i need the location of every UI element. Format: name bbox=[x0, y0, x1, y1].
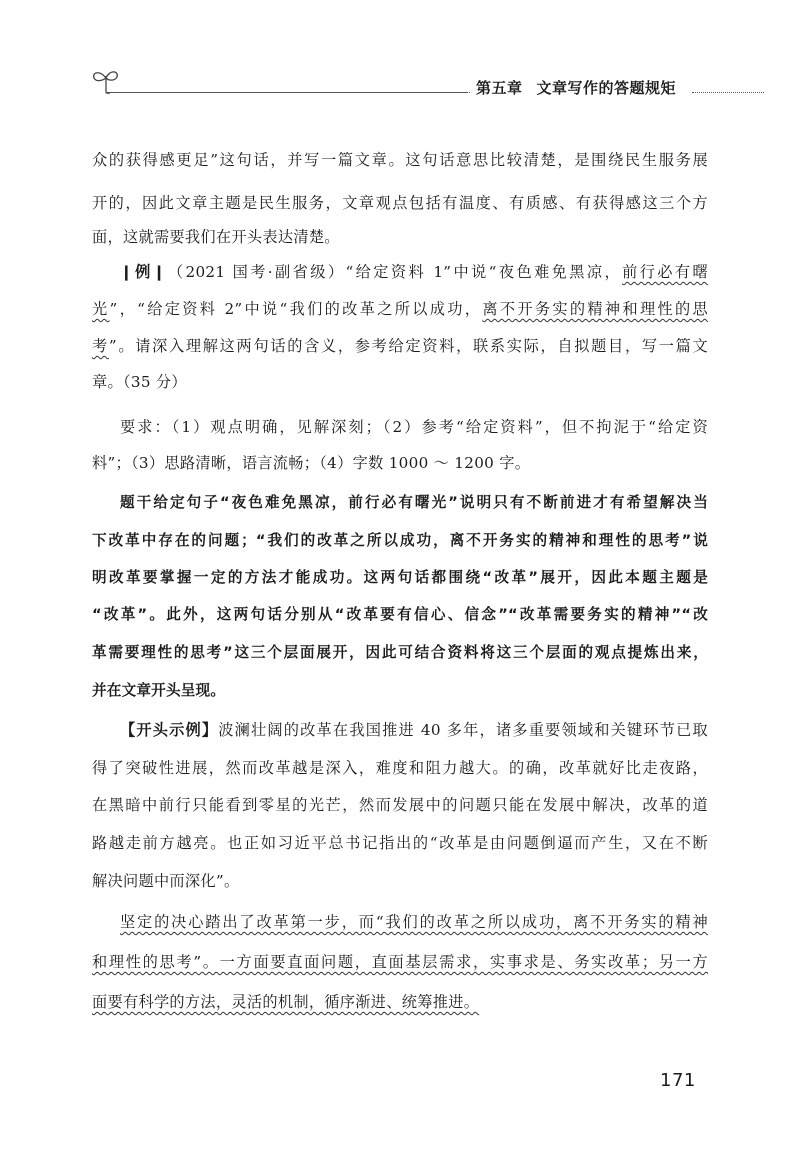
requirements-line-1: 要求：（1）观点明确，见解深刻；（2）参考“给定资料”，但不拘泥于“给定资 bbox=[120, 418, 708, 436]
opening-line-2: 得了突破性进展，然而改革越是深入，难度和阻力越大。的确，改革就好比走夜路， bbox=[92, 759, 708, 777]
requirements-line-2: 料”；（3）思路清晰，语言流畅；（4）字数 1000 ～ 1200 字。 bbox=[92, 454, 531, 472]
para1-line-3: 面，这就需要我们在开头表达清楚。 bbox=[92, 228, 340, 246]
opening-line-5: 解决问题中而深化”。 bbox=[92, 872, 240, 890]
example-line-2-text: ”，“给定资料 2”中说“我们的改革之所以成功， bbox=[109, 300, 483, 318]
analysis-line-6: 并在文章开头呈现。 bbox=[92, 682, 226, 699]
final-line-3 bbox=[92, 991, 708, 1013]
chapter-heading bbox=[476, 77, 676, 98]
example-underlined-4: 考 bbox=[92, 337, 109, 355]
analysis-line-1: 题干给定句子“夜色难免黑凉，前行必有曙光”说明只有不断前进才有希望解决当 bbox=[120, 494, 708, 511]
sprout-icon bbox=[88, 66, 128, 106]
para1-line-2: 开的，因此文章主题是民生服务，文章观点包括有温度、有质感、有获得感这三个方 bbox=[92, 194, 708, 212]
para1-line-1: 众的获得感更足”这句话，并写一篇文章。这句话意思比较清楚，是围绕民生服务展 bbox=[92, 151, 708, 169]
opening-line-1 bbox=[120, 719, 708, 741]
chapter-number: 第五章 bbox=[476, 79, 523, 97]
analysis-line-5: 革需要理性的思考”这三个层面展开，因此可结合资料将这三个层面的观点提炼出来， bbox=[92, 644, 708, 661]
opening-example-label: 【开头示例】 bbox=[120, 721, 219, 739]
final-underlined-1: 离不开务实的精神 bbox=[573, 913, 708, 931]
opening-line-1-text: 波澜壮阔的改革在我国推进 40 多年，诸多重要领域和关键环节已取 bbox=[218, 721, 708, 739]
header-rule-left bbox=[106, 92, 468, 93]
analysis-line-4: “改革”。此外，这两句话分别从“改革要有信心、信念”“改革需要务实的精神”“改 bbox=[92, 606, 708, 623]
analysis-line-3: 明改革要掌握一定的方法才能成功。这两句话都围绕“改革”展开，因此本题主题是 bbox=[92, 569, 708, 586]
example-line-3-text: ”。请深入理解这两句话的含义，参考给定资料，联系实际，自拟题目，写一篇文 bbox=[108, 337, 708, 355]
running-header bbox=[88, 66, 764, 106]
example-line-1-text: （2021 国考·副省级）“给定资料 1”中说“夜色难免黑凉， bbox=[165, 263, 623, 281]
header-rule-right bbox=[692, 92, 764, 93]
example-line-3 bbox=[92, 335, 708, 357]
final-line-2: 和理性的思考”。一方面要直面问题，直面基层需求，实事求是、务实改革；另一方 bbox=[92, 953, 708, 971]
example-underlined-1: 前行必有曙 bbox=[622, 263, 709, 281]
example-line-1 bbox=[120, 261, 708, 283]
opening-line-3: 在黑暗中前行只能看到零星的光芒，然而发展中的问题只能在发展中解决，改革的道 bbox=[92, 796, 708, 814]
final-line-3-text: 面要有科学的方法，灵活的机制，循序渐进、统筹推进。 bbox=[92, 993, 480, 1011]
chapter-title: 文章写作的答题规矩 bbox=[536, 79, 677, 97]
final-line-1 bbox=[120, 911, 708, 933]
opening-line-4: 路越走前方越亮。也正如习近平总书记指出的“改革是由问题倒逼而产生，又在不断 bbox=[92, 834, 708, 852]
header-rule-dots bbox=[418, 92, 470, 93]
example-line-4: 章。（35 分） bbox=[92, 373, 187, 391]
final-line-1-text: 坚定的决心踏出了改革第一步，而“我们的改革之所以成功， bbox=[120, 913, 574, 931]
example-underlined-3: 离不开务实的精神和理性的思 bbox=[482, 300, 708, 318]
analysis-line-2: 下改革中存在的问题；“我们的改革之所以成功，离不开务实的精神和理性的思考”说 bbox=[92, 532, 708, 549]
example-underlined-2: 光 bbox=[92, 300, 110, 318]
example-label: ❙例❙ bbox=[120, 263, 166, 281]
page-number: 171 bbox=[660, 1070, 696, 1091]
example-line-2 bbox=[92, 298, 708, 320]
